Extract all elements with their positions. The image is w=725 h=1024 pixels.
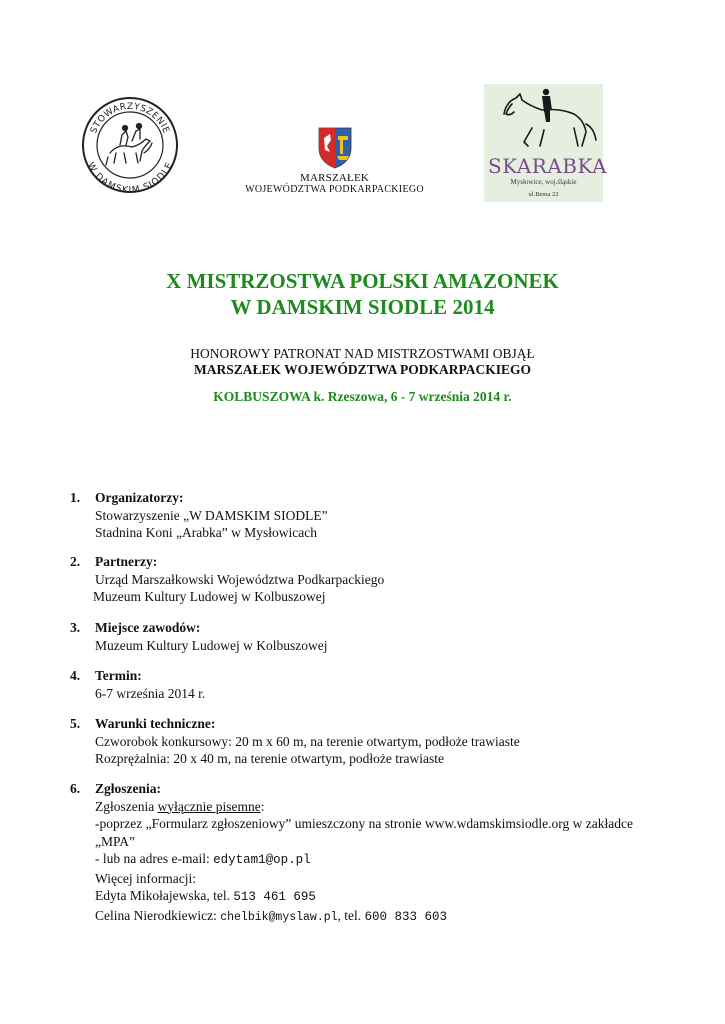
organizer-line: Stadnina Koni „Arabka” w Mysłowicach [95,525,317,540]
colon-text: : [260,798,265,814]
email-label: - lub na adres e-mail: [95,851,214,866]
dressage-horse-icon [484,84,603,154]
applications-text: Zgłoszenia [95,798,158,814]
skarabka-logo [484,84,608,202]
skarabka-city: Mysłowice, woj.śląskie [510,178,577,186]
section-heading: Organizatorzy: [95,490,184,505]
contact-line-1 [95,887,655,907]
contact-name: Celina Nierodkiewicz: [95,907,221,923]
contact-phone: 513 461 695 [233,890,316,904]
association-ring-bottom-text: W DAMSKIM SIODLE [84,161,176,195]
coat-of-arms-icon [315,124,355,170]
skarabka-street: ul.Bema 22 [528,191,559,198]
section-number: 4. [70,668,81,683]
marshal-title: MARSZAŁEK [299,172,370,184]
technical-line: Rozprężalnia: 20 x 40 m, na terenie otwartym, podłoże trawiaste [95,751,445,766]
patronage-line2: MARSZAŁEK WOJEWÓDZTWA PODKARPACKIEGO [193,362,532,377]
marshal-subtitle: WOJEWÓDZTWA PODKARPACKIEGO [245,184,424,195]
document-title-line1: X MISTRZOSTWA POLSKI AMAZONEK [166,269,559,293]
section-number: 2. [70,554,81,569]
skarabka-brand: SKARABKA [488,154,608,178]
venue-line: Muzeum Kultury Ludowej w Kolbuszowej [95,637,328,653]
partner-line: Urząd Marszałkowski Województwa Podkarpackiego [95,571,385,587]
section-number: 1. [70,490,81,505]
form-tab-line: „MPA” [95,833,136,849]
organizer-line: Stowarzyszenie „W DAMSKIM SIODLE” [95,507,328,523]
section-heading: Warunki techniczne: [95,716,216,731]
technical-line: Czworobok konkursowy: 20 m x 60 m, na terenie otwartym, podłoże trawiaste [95,733,520,749]
section-heading: Miejsce zawodów: [95,620,201,635]
document-title-line2: W DAMSKIM SIODLE 2014 [230,295,495,319]
section-heading: Partnerzy: [95,554,158,569]
contact-line-2 [95,907,655,927]
horse-riders-icon [106,124,152,166]
section-number: 6. [70,781,81,796]
partner-line: Muzeum Kultury Ludowej w Kolbuszowej [93,589,326,604]
date-line: 6-7 września 2014 r. [95,685,206,701]
applications-line [95,798,655,816]
written-only-text: wyłącznie pisemne [157,798,261,814]
association-logo [80,95,180,195]
email-link[interactable]: edytam1@op.pl [213,853,311,867]
location-date: KOLBUSZOWA k. Rzeszowa, 6 - 7 września 2014 r. [213,389,512,404]
marshal-logo [232,124,437,210]
contact-email-link[interactable]: chelbik@myslaw.pl [220,910,338,924]
section-heading: Termin: [95,668,142,683]
email-line [95,850,655,870]
form-info-line: -poprzez „Formularz zgłoszeniowy” umieszczony na stronie www.wdamskimsiodle.org w zakładce [95,816,633,831]
section-number: 3. [70,620,81,635]
tel-label: , tel. [337,907,365,923]
contact-phone: 600 833 603 [364,909,448,924]
association-ring-top-text: STOWARZYSZENIE [89,101,171,136]
patronage-line1: HONOROWY PATRONAT NAD MISTRZOSTWAMI OBJĄŁ [190,346,535,361]
more-info-line: Więcej informacji: [95,870,197,886]
section-number: 5. [70,716,81,731]
contact-name: Edyta Mikołajewska, tel. [95,888,234,903]
section-heading: Zgłoszenia: [95,781,161,796]
